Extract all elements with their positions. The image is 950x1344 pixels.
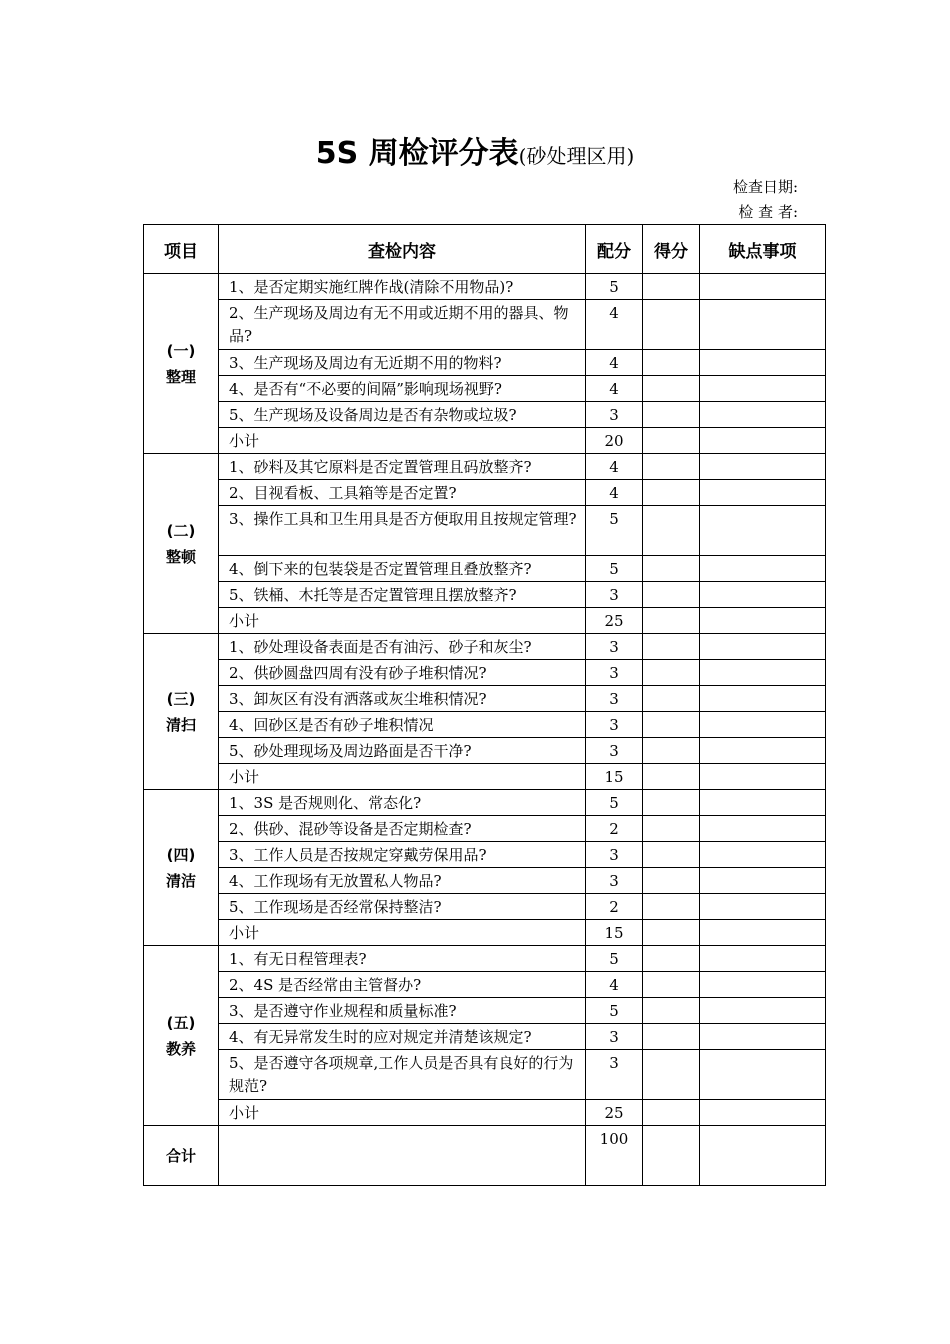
check-item: 4、工作现场有无放置私人物品?	[219, 868, 586, 894]
section-label	[144, 790, 219, 946]
check-item: 2、供砂圆盘四周有没有砂子堆积情况?	[219, 660, 586, 686]
check-item: 5、生产现场及设备周边是否有杂物或垃圾?	[219, 402, 586, 428]
defects-cell[interactable]	[700, 660, 826, 686]
score-cell[interactable]	[643, 402, 700, 428]
subtotal-defects-cell[interactable]	[700, 428, 826, 454]
section-label	[144, 946, 219, 1126]
table-row	[144, 480, 826, 506]
subtotal-score-cell[interactable]	[643, 608, 700, 634]
header-defects: 缺点事项	[700, 225, 826, 274]
score-cell[interactable]	[643, 1050, 700, 1100]
defects-cell[interactable]	[700, 350, 826, 376]
page-title	[0, 132, 950, 180]
table-row	[144, 712, 826, 738]
check-item: 1、砂处理设备表面是否有油污、砂子和灰尘?	[219, 634, 586, 660]
defects-cell[interactable]	[700, 506, 826, 556]
subtotal-label: 小计	[219, 1100, 586, 1126]
section-label	[144, 274, 219, 454]
check-item: 3、操作工具和卫生用具是否方便取用且按规定管理?	[219, 506, 586, 556]
points-cell: 3	[586, 582, 643, 608]
subtotal-label: 小计	[219, 608, 586, 634]
score-cell[interactable]	[643, 660, 700, 686]
table-row	[144, 350, 826, 376]
subtotal-points: 15	[586, 920, 643, 946]
defects-cell[interactable]	[700, 454, 826, 480]
subtotal-score-cell[interactable]	[643, 920, 700, 946]
score-cell[interactable]	[643, 506, 700, 556]
header-content: 查检内容	[219, 225, 586, 274]
defects-cell[interactable]	[700, 582, 826, 608]
subtotal-points: 25	[586, 608, 643, 634]
table-body	[144, 274, 826, 1126]
points-cell: 5	[586, 790, 643, 816]
inspector-label: 检 查 者:	[738, 203, 798, 221]
section-number: (五)	[166, 1013, 196, 1032]
points-cell: 4	[586, 300, 643, 350]
defects-cell[interactable]	[700, 300, 826, 350]
defects-cell[interactable]	[700, 1050, 826, 1100]
score-cell[interactable]	[643, 556, 700, 582]
check-item: 5、是否遵守各项规章,工作人员是否具有良好的行为规范?	[219, 1050, 586, 1100]
check-item: 2、4S 是否经常由主管督办?	[219, 972, 586, 998]
subtotal-defects-cell[interactable]	[700, 764, 826, 790]
subtotal-row	[144, 1100, 826, 1126]
table-row	[144, 1050, 826, 1100]
defects-cell[interactable]	[700, 738, 826, 764]
check-item: 4、是否有“不必要的间隔”影响现场视野?	[219, 376, 586, 402]
check-item: 1、有无日程管理表?	[219, 946, 586, 972]
points-cell: 3	[586, 660, 643, 686]
defects-cell[interactable]	[700, 712, 826, 738]
check-item: 3、生产现场及周边有无近期不用的物料?	[219, 350, 586, 376]
score-cell[interactable]	[643, 1024, 700, 1050]
points-cell: 5	[586, 998, 643, 1024]
table-row	[144, 972, 826, 998]
check-item: 5、铁桶、木托等是否定置管理且摆放整齐?	[219, 582, 586, 608]
table-row	[144, 582, 826, 608]
title-sub: (砂处理区用)	[518, 144, 635, 168]
score-cell[interactable]	[643, 350, 700, 376]
score-cell[interactable]	[643, 712, 700, 738]
table-row	[144, 842, 826, 868]
points-cell: 3	[586, 402, 643, 428]
points-cell: 2	[586, 816, 643, 842]
subtotal-row	[144, 428, 826, 454]
header-points: 配分	[586, 225, 643, 274]
points-cell: 3	[586, 1050, 643, 1100]
defects-cell[interactable]	[700, 842, 826, 868]
score-cell[interactable]	[643, 300, 700, 350]
score-cell[interactable]	[643, 998, 700, 1024]
score-cell[interactable]	[643, 816, 700, 842]
table-row	[144, 894, 826, 920]
header-row	[144, 225, 826, 274]
section-name: 整理	[165, 367, 196, 386]
defects-cell[interactable]	[700, 998, 826, 1024]
subtotal-defects-cell[interactable]	[700, 920, 826, 946]
defects-cell[interactable]	[700, 946, 826, 972]
defects-cell[interactable]	[700, 816, 826, 842]
points-cell: 5	[586, 946, 643, 972]
total-score-cell[interactable]	[643, 1126, 700, 1186]
subtotal-label: 小计	[219, 428, 586, 454]
score-cell[interactable]	[643, 842, 700, 868]
points-cell: 3	[586, 738, 643, 764]
table-row	[144, 506, 826, 556]
points-cell: 5	[586, 556, 643, 582]
section-label	[144, 634, 219, 790]
total-defects-cell[interactable]	[700, 1126, 826, 1186]
points-cell: 3	[586, 634, 643, 660]
defects-cell[interactable]	[700, 402, 826, 428]
check-item: 2、目视看板、工具箱等是否定置?	[219, 480, 586, 506]
section-number: (四)	[166, 845, 196, 864]
score-cell[interactable]	[643, 454, 700, 480]
score-cell[interactable]	[643, 480, 700, 506]
points-cell: 3	[586, 712, 643, 738]
total-content-cell	[219, 1126, 586, 1186]
score-cell[interactable]	[643, 868, 700, 894]
defects-cell[interactable]	[700, 556, 826, 582]
points-cell: 3	[586, 842, 643, 868]
score-cell[interactable]	[643, 686, 700, 712]
table-row	[144, 946, 826, 972]
score-cell[interactable]	[643, 972, 700, 998]
check-item: 3、工作人员是否按规定穿戴劳保用品?	[219, 842, 586, 868]
score-cell[interactable]	[643, 376, 700, 402]
points-cell: 4	[586, 972, 643, 998]
section-number: (三)	[166, 689, 196, 708]
total-points: 100	[586, 1126, 643, 1186]
score-cell[interactable]	[643, 894, 700, 920]
defects-cell[interactable]	[700, 480, 826, 506]
title-main: 5S 周检评分表	[315, 136, 519, 171]
check-item: 4、倒下来的包装袋是否定置管理且叠放整齐?	[219, 556, 586, 582]
table-row	[144, 454, 826, 480]
score-cell[interactable]	[643, 946, 700, 972]
subtotal-row	[144, 608, 826, 634]
table-row	[144, 790, 826, 816]
table-row	[144, 634, 826, 660]
defects-cell[interactable]	[700, 1024, 826, 1050]
table-row	[144, 816, 826, 842]
points-cell: 3	[586, 686, 643, 712]
subtotal-points: 20	[586, 428, 643, 454]
defects-cell[interactable]	[700, 868, 826, 894]
score-cell[interactable]	[643, 634, 700, 660]
check-item: 3、是否遵守作业规程和质量标准?	[219, 998, 586, 1024]
subtotal-label: 小计	[219, 920, 586, 946]
points-cell: 2	[586, 894, 643, 920]
inspection-date-label: 检查日期:	[732, 178, 798, 196]
subtotal-score-cell[interactable]	[643, 764, 700, 790]
defects-cell[interactable]	[700, 634, 826, 660]
table-row	[144, 686, 826, 712]
points-cell: 4	[586, 480, 643, 506]
check-item: 5、工作现场是否经常保持整洁?	[219, 894, 586, 920]
section-name: 教养	[165, 1039, 196, 1058]
subtotal-points: 25	[586, 1100, 643, 1126]
subtotal-score-cell[interactable]	[643, 1100, 700, 1126]
section-label	[144, 454, 219, 634]
score-cell[interactable]	[643, 274, 700, 300]
points-cell: 4	[586, 454, 643, 480]
score-cell[interactable]	[643, 790, 700, 816]
check-item: 5、砂处理现场及周边路面是否干净?	[219, 738, 586, 764]
defects-cell[interactable]	[700, 376, 826, 402]
section-name: 清洁	[165, 871, 196, 890]
table-row	[144, 402, 826, 428]
header-item: 项目	[144, 225, 219, 274]
check-item: 2、生产现场及周边有无不用或近期不用的器具、物品?	[219, 300, 586, 350]
check-item: 3、卸灰区有没有洒落或灰尘堆积情况?	[219, 686, 586, 712]
check-item: 1、3S 是否规则化、常态化?	[219, 790, 586, 816]
defects-cell[interactable]	[700, 686, 826, 712]
section-name: 清扫	[165, 715, 196, 734]
defects-cell[interactable]	[700, 894, 826, 920]
table-row	[144, 376, 826, 402]
check-item: 1、是否定期实施红牌作战(清除不用物品)?	[219, 274, 586, 300]
table-row	[144, 660, 826, 686]
check-item: 4、回砂区是否有砂子堆积情况	[219, 712, 586, 738]
table-row	[144, 300, 826, 350]
table-row	[144, 556, 826, 582]
table-row	[144, 738, 826, 764]
points-cell: 4	[586, 376, 643, 402]
table-row	[144, 274, 826, 300]
section-number: (二)	[166, 521, 196, 540]
points-cell: 5	[586, 506, 643, 556]
total-row	[144, 1126, 826, 1186]
check-item: 2、供砂、混砂等设备是否定期检查?	[219, 816, 586, 842]
table-row	[144, 1024, 826, 1050]
subtotal-label: 小计	[219, 764, 586, 790]
points-cell: 5	[586, 274, 643, 300]
subtotal-row	[144, 920, 826, 946]
subtotal-score-cell[interactable]	[643, 428, 700, 454]
defects-cell[interactable]	[700, 274, 826, 300]
check-item: 4、有无异常发生时的应对规定并清楚该规定?	[219, 1024, 586, 1050]
total-label: 合计	[144, 1126, 219, 1186]
score-cell[interactable]	[643, 582, 700, 608]
section-name: 整顿	[165, 547, 196, 566]
subtotal-row	[144, 764, 826, 790]
defects-cell[interactable]	[700, 972, 826, 998]
table-row	[144, 868, 826, 894]
subtotal-defects-cell[interactable]	[700, 608, 826, 634]
check-item: 1、砂料及其它原料是否定置管理且码放整齐?	[219, 454, 586, 480]
defects-cell[interactable]	[700, 790, 826, 816]
subtotal-defects-cell[interactable]	[700, 1100, 826, 1126]
table-row	[144, 998, 826, 1024]
points-cell: 4	[586, 350, 643, 376]
points-cell: 3	[586, 1024, 643, 1050]
header-score: 得分	[643, 225, 700, 274]
score-table	[143, 224, 826, 1186]
section-number: (一)	[166, 341, 196, 360]
points-cell: 3	[586, 868, 643, 894]
score-cell[interactable]	[643, 738, 700, 764]
subtotal-points: 15	[586, 764, 643, 790]
